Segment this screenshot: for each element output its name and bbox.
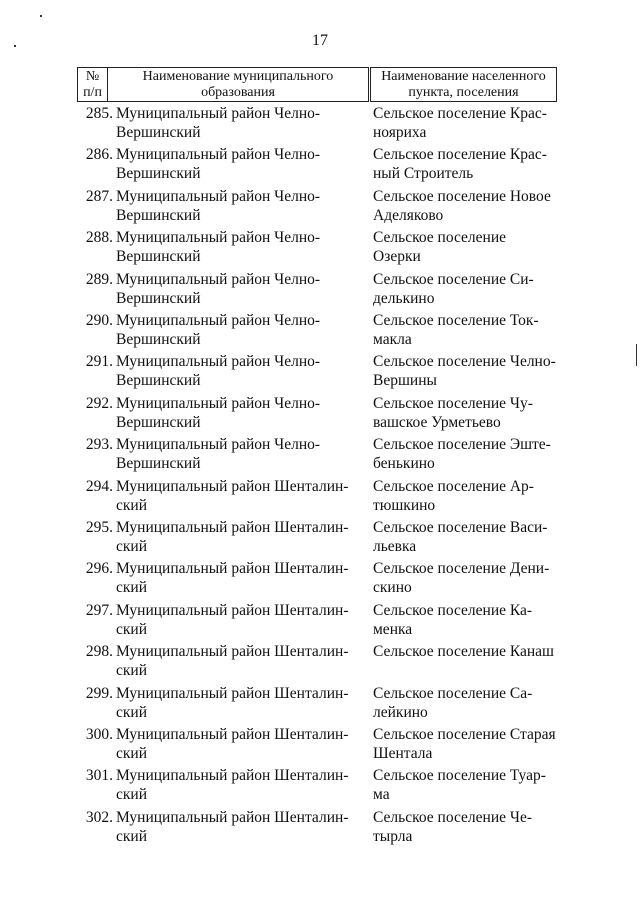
settlement-line: Сельское поселение Че- xyxy=(373,808,532,826)
municipality-line: ский xyxy=(116,703,147,721)
settlement-line: Сельское поселение Чу- xyxy=(373,394,533,412)
settlement-line: ма xyxy=(373,786,390,804)
table-row xyxy=(0,187,640,228)
municipality-line: Вершинский xyxy=(116,372,201,390)
municipality-line: ский xyxy=(116,620,147,638)
settlement-line: Сельское поселение Челно- xyxy=(373,353,556,371)
row-settlement xyxy=(373,684,573,722)
settlement-line: Сельское поселение xyxy=(373,229,506,247)
settlement-line: Сельское поселение Эште- xyxy=(373,436,551,454)
table-row xyxy=(0,270,640,311)
row-number: 298. xyxy=(85,643,113,661)
municipality-line: Муниципальный район Челно- xyxy=(116,105,321,122)
settlement-line: Сельское поселение Старая xyxy=(373,726,556,743)
row-number: 294. xyxy=(85,477,113,495)
row-number: 299. xyxy=(85,684,113,702)
municipality-line: Вершинский xyxy=(116,455,201,473)
header-settlement-line: Наименование населенного xyxy=(381,69,546,84)
row-municipality xyxy=(116,725,366,763)
municipality-line: Вершинский xyxy=(116,165,201,183)
municipality-line: Муниципальный район Челно- xyxy=(116,436,321,454)
settlement-line: нояриха xyxy=(373,124,427,141)
settlement-line: льевка xyxy=(373,538,417,555)
row-number: 300. xyxy=(85,726,113,743)
table-row xyxy=(0,352,640,393)
settlement-line: Сельское поселение Новое xyxy=(373,187,551,205)
table-row xyxy=(0,435,640,476)
municipality-line: Муниципальный район Челно- xyxy=(116,229,321,247)
row-number: 292. xyxy=(85,394,113,412)
municipality-line: ский xyxy=(116,745,147,762)
row-settlement xyxy=(373,477,573,515)
settlement-line: Аделяково xyxy=(373,206,444,224)
settlement-line: Сельское поселение Дени- xyxy=(373,560,550,578)
row-municipality xyxy=(116,808,366,846)
settlement-line: тюшкино xyxy=(373,496,436,514)
row-settlement xyxy=(373,559,573,597)
settlement-line: Шентала xyxy=(373,745,433,762)
row-number: 293. xyxy=(85,436,113,454)
page-number: 17 xyxy=(312,32,328,49)
municipality-line: Муниципальный район Шенталин- xyxy=(116,519,349,536)
row-settlement xyxy=(373,808,573,846)
row-municipality xyxy=(116,435,366,473)
row-number: 288. xyxy=(85,229,113,247)
row-settlement xyxy=(373,352,573,390)
row-settlement xyxy=(373,601,573,639)
table-row xyxy=(0,477,640,518)
table-row xyxy=(0,104,640,145)
row-municipality xyxy=(116,311,366,349)
row-municipality xyxy=(116,559,366,597)
header-number-cell xyxy=(77,67,108,102)
row-settlement xyxy=(373,435,573,473)
settlement-line: Сельское поселение Канаш xyxy=(373,643,554,661)
settlement-line: Сельское поселение Си- xyxy=(373,270,534,288)
scan-speck xyxy=(40,15,42,17)
row-municipality xyxy=(116,352,366,390)
row-number: 289. xyxy=(85,270,113,288)
municipality-line: Муниципальный район Шенталин- xyxy=(116,560,349,578)
municipality-line: Муниципальный район Челно- xyxy=(116,187,321,205)
row-municipality xyxy=(116,104,366,142)
municipality-line: Муниципальный район Шенталин- xyxy=(116,726,349,743)
settlement-line: Сельское поселение Васи- xyxy=(373,519,548,536)
settlement-line: бенькино xyxy=(373,455,435,473)
row-settlement xyxy=(373,518,573,556)
settlement-line: вашское Урметьево xyxy=(373,413,501,431)
row-settlement xyxy=(373,104,573,142)
municipality-line: Муниципальный район Шенталин- xyxy=(116,684,349,702)
row-municipality xyxy=(116,187,366,225)
row-number: 290. xyxy=(85,312,113,329)
municipality-line: ский xyxy=(116,662,147,680)
settlement-line: Сельское поселение Ток- xyxy=(373,312,539,329)
municipality-line: Вершинский xyxy=(116,124,201,141)
municipality-line: Муниципальный район Челно- xyxy=(116,146,321,164)
municipality-line: Муниципальный район Шенталин- xyxy=(116,643,349,661)
settlement-line: ный Строитель xyxy=(373,165,474,183)
row-settlement xyxy=(373,311,573,349)
settlement-line: Сельское поселение Ка- xyxy=(373,601,533,619)
municipality-line: Муниципальный район Челно- xyxy=(116,394,321,412)
municipality-line: Вершинский xyxy=(116,206,201,224)
header-number-line: п/п xyxy=(83,85,102,100)
row-municipality xyxy=(116,477,366,515)
row-municipality xyxy=(116,684,366,722)
row-settlement xyxy=(373,766,573,804)
row-municipality xyxy=(116,270,366,308)
table-row xyxy=(0,311,640,352)
row-municipality xyxy=(116,394,366,432)
header-municipality-cell xyxy=(108,67,369,102)
row-number: 295. xyxy=(85,519,113,536)
settlement-line: макла xyxy=(373,331,412,348)
table-row xyxy=(0,559,640,600)
row-municipality xyxy=(116,642,366,680)
settlement-line: Сельское поселение Туар- xyxy=(373,767,546,785)
row-municipality xyxy=(116,766,366,804)
municipality-line: Муниципальный район Челно- xyxy=(116,353,321,371)
row-municipality xyxy=(116,601,366,639)
row-number: 285. xyxy=(85,105,113,122)
municipality-line: Муниципальный район Шенталин- xyxy=(116,601,349,619)
table-row xyxy=(0,394,640,435)
municipality-line: Вершинский xyxy=(116,248,201,266)
municipality-line: Муниципальный район Челно- xyxy=(116,312,321,329)
municipality-line: Вершинский xyxy=(116,331,201,348)
settlement-line: Вершины xyxy=(373,372,437,390)
municipality-line: ский xyxy=(116,496,147,514)
header-municipality-line: образования xyxy=(201,85,275,100)
row-number: 291. xyxy=(85,353,113,371)
table-row xyxy=(0,228,640,269)
municipality-line: ский xyxy=(116,786,147,804)
row-number: 302. xyxy=(85,808,113,826)
row-number: 301. xyxy=(85,767,113,785)
row-number: 297. xyxy=(85,601,113,619)
municipality-line: Вершинский xyxy=(116,413,201,431)
row-settlement xyxy=(373,725,573,763)
table-row xyxy=(0,642,640,683)
table-row xyxy=(0,601,640,642)
row-number: 287. xyxy=(85,187,113,205)
settlement-line: лейкино xyxy=(373,703,428,721)
settlement-line: скино xyxy=(373,579,412,597)
table-row xyxy=(0,518,640,559)
header-number-line: № xyxy=(85,69,100,84)
row-municipality xyxy=(116,228,366,266)
row-settlement xyxy=(373,394,573,432)
row-settlement xyxy=(373,228,573,266)
row-settlement xyxy=(373,642,573,661)
municipality-line: Вершинский xyxy=(116,289,201,307)
header-settlement-line: пункта, поселения xyxy=(408,85,519,100)
settlement-line: менка xyxy=(373,620,413,638)
table-row xyxy=(0,725,640,766)
settlement-line: Озерки xyxy=(373,248,421,266)
table-header xyxy=(77,67,557,102)
row-municipality xyxy=(116,145,366,183)
municipality-line: Муниципальный район Шенталин- xyxy=(116,767,349,785)
row-number: 296. xyxy=(85,560,113,578)
municipality-line: ский xyxy=(116,827,147,845)
settlement-line: Сельское поселение Крас- xyxy=(373,105,547,122)
row-settlement xyxy=(373,187,573,225)
table-row xyxy=(0,808,640,849)
row-settlement xyxy=(373,270,573,308)
settlement-line: Сельское поселение Ар- xyxy=(373,477,534,495)
row-settlement xyxy=(373,145,573,183)
header-municipality-line: Наименование муниципального xyxy=(142,69,334,84)
municipality-line: Муниципальный район Челно- xyxy=(116,270,321,288)
row-municipality xyxy=(116,518,366,556)
row-number: 286. xyxy=(85,146,113,164)
municipality-line: Муниципальный район Шенталин- xyxy=(116,477,349,495)
settlement-line: делькино xyxy=(373,289,435,307)
municipality-line: ский xyxy=(116,579,147,597)
settlement-line: Сельское поселение Са- xyxy=(373,684,533,702)
table-row xyxy=(0,766,640,807)
municipality-line: Муниципальный район Шенталин- xyxy=(116,808,349,826)
settlement-line: тырла xyxy=(373,827,413,845)
table-row xyxy=(0,145,640,186)
table-row xyxy=(0,684,640,725)
municipality-line: ский xyxy=(116,538,147,555)
header-settlement-cell xyxy=(370,67,557,102)
settlement-line: Сельское поселение Крас- xyxy=(373,146,547,164)
